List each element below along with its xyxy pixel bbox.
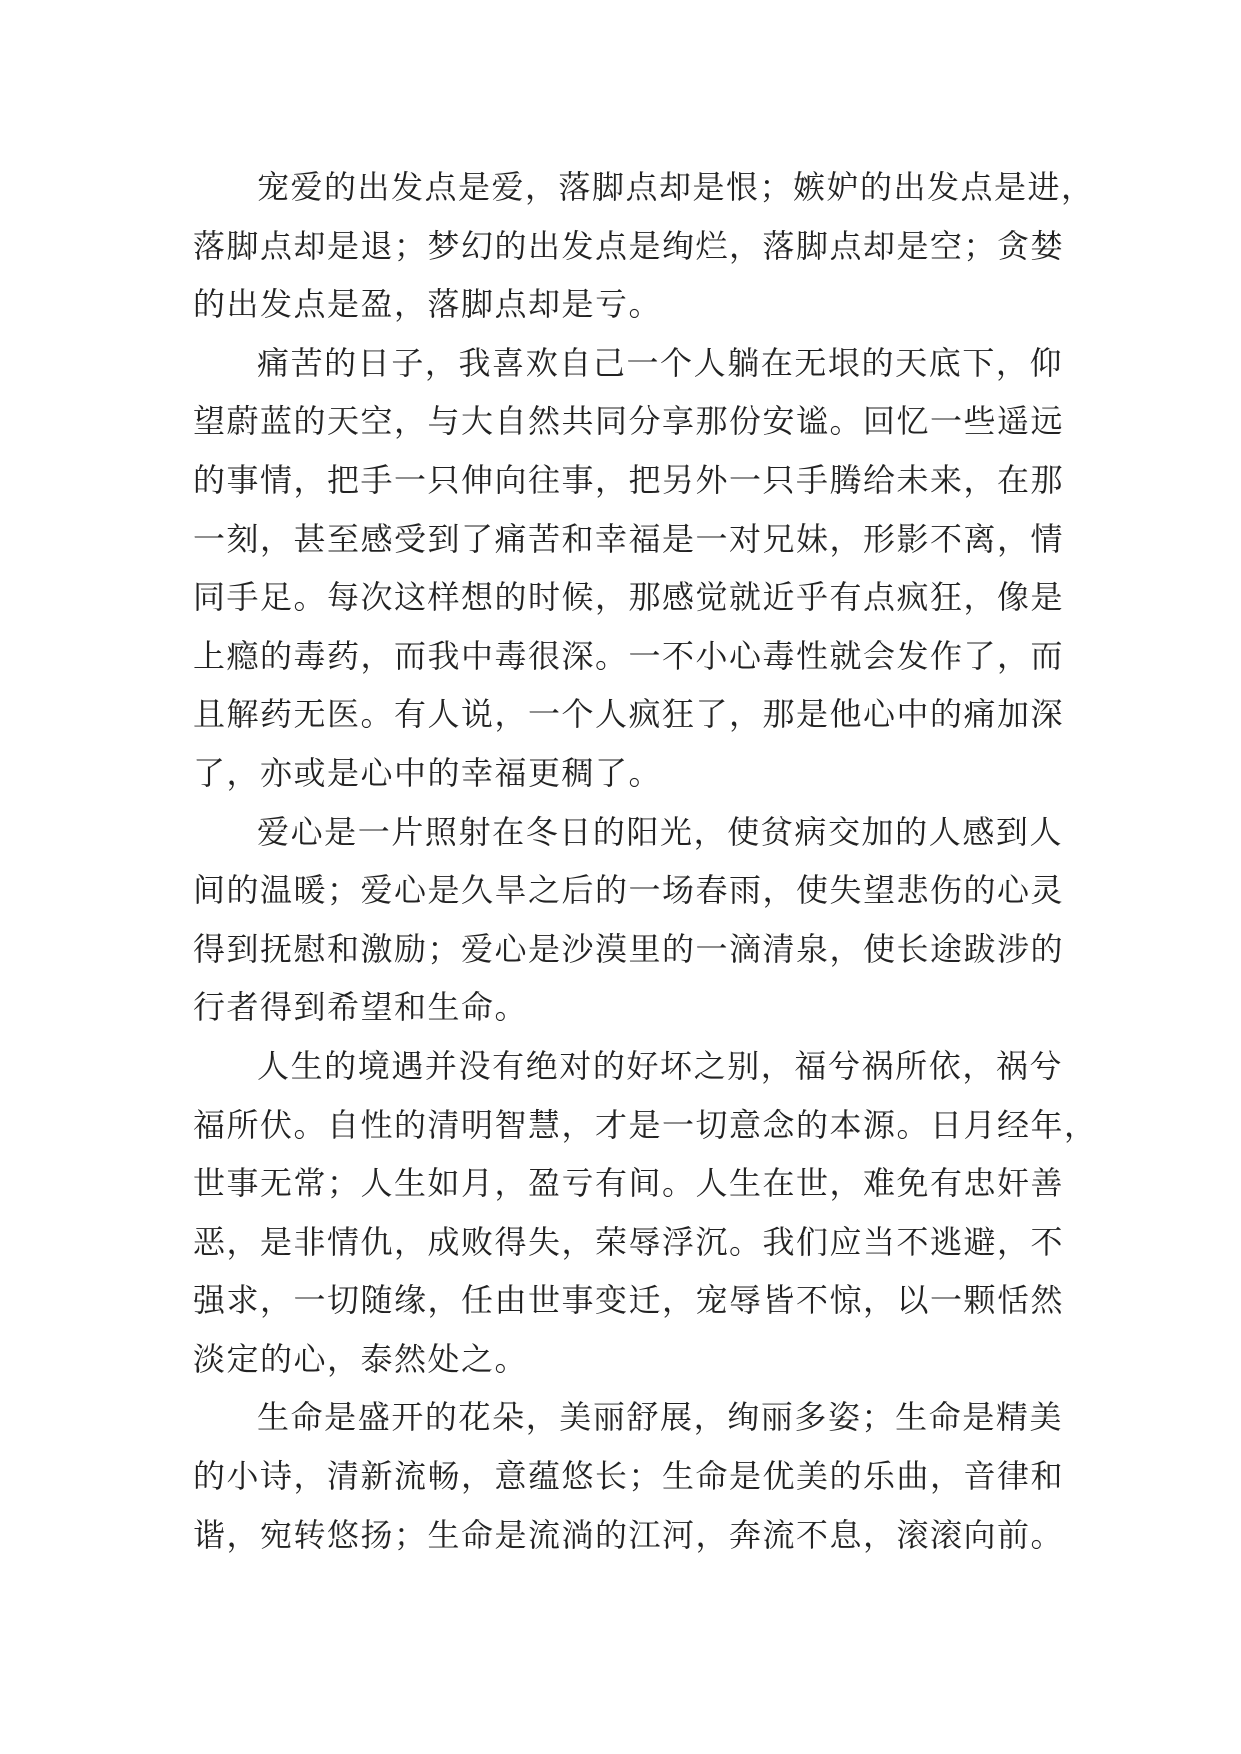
text-line: 恶，是非情仇，成败得失，荣辱浮沉。我们应当不逃避，不 [193, 1222, 1065, 1261]
text-line: 的出发点是盈，落脚点却是亏。 [193, 285, 663, 324]
paragraph [193, 334, 1063, 803]
text-line: 淡定的心，泰然处之。 [193, 1339, 529, 1378]
text-line: 痛苦的日子，我喜欢自己一个人躺在无垠的天底下，仰 [257, 343, 1063, 382]
text-line: 福所伏。自性的清明智慧，才是一切意念的本源。日月经年， [193, 1105, 1098, 1144]
text-line: 了，亦或是心中的幸福更稠了。 [193, 753, 663, 792]
text-line: 得到抚慰和激励；爱心是沙漠里的一滴清泉，使长途跋涉的 [193, 929, 1065, 968]
text-line: 同手足。每次这样想的时候，那感觉就近乎有点疯狂，像是 [193, 578, 1065, 617]
text-line: 人生的境遇并没有绝对的好坏之别，福兮祸所依，祸兮 [257, 1046, 1063, 1085]
text-line: 谐，宛转悠扬；生命是流淌的江河，奔流不息，滚滚向前。 [193, 1515, 1065, 1554]
body-text [193, 158, 1098, 1564]
paragraph [193, 1037, 1098, 1389]
text-line: 望蔚蓝的天空，与大自然共同分享那份安谧。回忆一些遥远 [193, 402, 1065, 441]
text-line: 且解药无医。有人说，一个人疯狂了，那是他心中的痛加深 [193, 695, 1065, 734]
text-line: 宠爱的出发点是爱，落脚点却是恨；嫉妒的出发点是进， [257, 168, 1095, 206]
paragraph [193, 158, 1095, 334]
paragraph [193, 803, 1063, 1037]
text-line: 世事无常；人生如月，盈亏有间。人生在世，难免有忠奸善 [193, 1164, 1065, 1203]
text-line: 落脚点却是退；梦幻的出发点是绚烂，落脚点却是空；贪婪 [193, 226, 1065, 265]
text-line: 间的温暖；爱心是久旱之后的一场春雨，使失望悲伤的心灵 [193, 871, 1065, 910]
text-line: 行者得到希望和生命。 [193, 988, 529, 1027]
text-line: 一刻，甚至感受到了痛苦和幸福是一对兄妹，形影不离，情 [193, 519, 1065, 558]
text-line: 强求，一切随缘，任由世事变迁，宠辱皆不惊，以一颗恬然 [193, 1281, 1065, 1320]
paragraph [193, 1388, 1063, 1564]
text-line: 的事情，把手一只伸向往事，把另外一只手腾给未来，在那 [193, 460, 1065, 499]
text-line: 上瘾的毒药，而我中毒很深。一不小心毒性就会发作了，而 [193, 636, 1065, 675]
text-line: 爱心是一片照射在冬日的阳光，使贫病交加的人感到人 [257, 812, 1063, 851]
text-line: 的小诗，清新流畅，意蕴悠长；生命是优美的乐曲，音律和 [193, 1457, 1065, 1496]
text-line: 生命是盛开的花朵，美丽舒展，绚丽多姿；生命是精美 [257, 1398, 1063, 1437]
